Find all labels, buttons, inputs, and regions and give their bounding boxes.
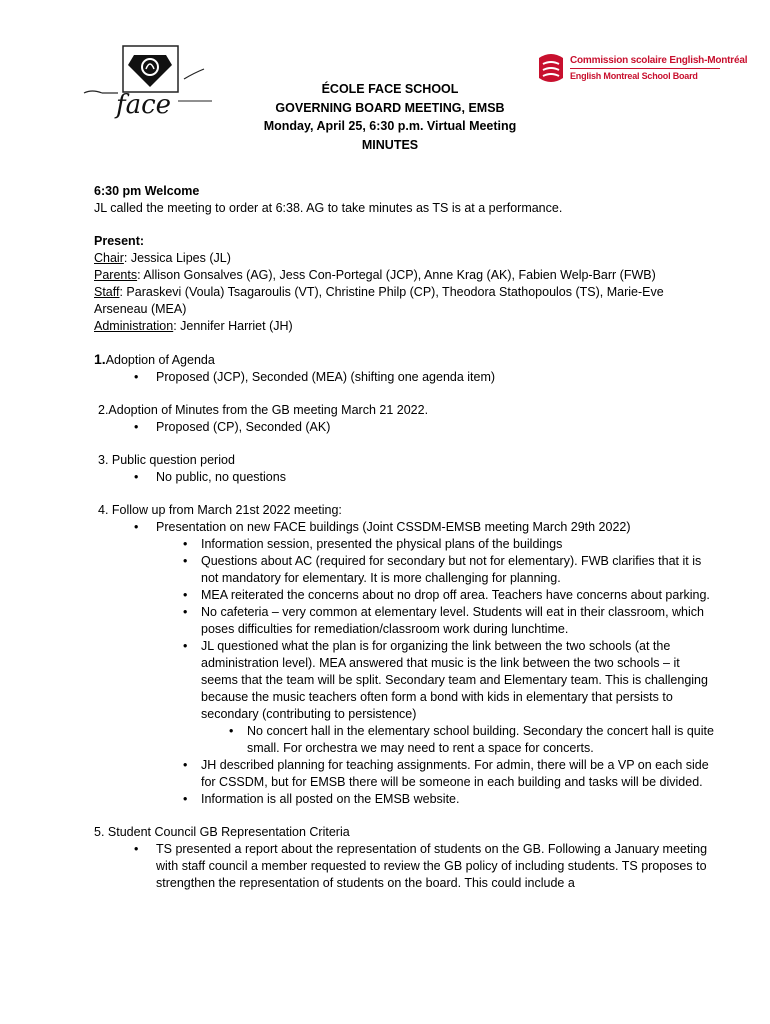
- item-1-bullet: • Proposed (JCP), Seconded (MEA) (shifting one agenda item): [156, 369, 714, 386]
- item-2-bullet: • Proposed (CP), Seconded (AK): [156, 419, 714, 436]
- item-4-sub-5-a: • No concert hall in the elementary school building. Secondary the concert hall is quite small. For orchestra we may need to rent a space for concerts.: [247, 723, 714, 757]
- face-wordmark: face: [116, 90, 172, 120]
- item-4-sub-1: • Information session, presented the physical plans of the buildings: [201, 536, 714, 553]
- staff-label: Staff: [94, 285, 120, 299]
- emsb-logo-divider: [570, 68, 720, 69]
- emsb-logo-english-name: English Montreal School Board: [570, 71, 698, 81]
- present-admin: [94, 318, 714, 335]
- welcome-heading: 6:30 pm Welcome: [94, 184, 200, 198]
- chair-label: Chair: [94, 251, 124, 265]
- parents-label: Parents: [94, 268, 138, 282]
- item-4-sub-4: • No cafeteria – very common at elementary level. Students will eat in their classroom, which poses difficulties for remediation/classroom work during lunchtime.: [201, 604, 714, 638]
- item-1-number: 1.: [94, 351, 106, 367]
- item-5-bullet: • TS presented a report about the representation of students on the GB. Following a January meeting with staff council a member requested to review the GB policy of including students. TS proposes to strengthen the representation of students on the board. This could include a: [156, 841, 714, 892]
- parents-value: : Allison Gonsalves (AG), Jess Con-Portegal (JCP), Anne Krag (AK), Fabien Welp-Barr (FWB): [137, 268, 656, 282]
- item-2-title: 2.Adoption of Minutes from the GB meeting March 21 2022.: [98, 403, 429, 417]
- item-1-label: Adoption of Agenda: [105, 353, 215, 367]
- present-chair: [94, 250, 714, 267]
- header-date: Monday, April 25, 6:30 p.m. Virtual Meeting: [263, 119, 517, 133]
- header-doc-type: MINUTES: [361, 137, 419, 152]
- present-staff: [94, 284, 714, 318]
- item-4-sub-7: • Information is all posted on the EMSB website.: [201, 791, 714, 808]
- item-4-bullet: • Presentation on new FACE buildings (Joint CSSDM-EMSB meeting March 29th 2022): [156, 519, 714, 536]
- item-4-title: 4. Follow up from March 21st 2022 meeting:: [98, 503, 342, 517]
- item-1-title: [94, 351, 714, 369]
- chair-value: : Jessica Lipes (JL): [123, 251, 231, 265]
- item-4-sub-2: • Questions about AC (required for secondary but not for elementary). FWB clarifies that it is not mandatory for elementary. It is more challenging for planning.: [201, 553, 714, 587]
- document-header: [0, 80, 770, 154]
- minutes-body: [94, 183, 714, 892]
- admin-label: Administration: [94, 319, 174, 333]
- present-parents: [94, 267, 714, 284]
- item-5-title: 5. Student Council GB Representation Criteria: [94, 825, 350, 839]
- item-4-sub-6: • JH described planning for teaching assignments. For admin, there will be a VP on each side for CSSDM, but for EMSB there will be someone in each building and tasks will be divided.: [201, 757, 714, 791]
- header-meeting-name: GOVERNING BOARD MEETING, EMSB: [275, 100, 505, 115]
- item-4-sub-5: • JL questioned what the plan is for organizing the link between the two schools (at the administration level). MEA answered that music is the link between the two schools – it seems that the team will be split. Secondary team and Elementary team. This is challenging because the music teachers often form a bond with kids in elementary that persists to secondary (contributing to persistence): [201, 638, 714, 723]
- header-school-name: ÉCOLE FACE SCHOOL: [321, 82, 459, 96]
- emsb-logo-french-name: Commission scolaire English-Montréal: [570, 55, 748, 66]
- item-4-sub-3: • MEA reiterated the concerns about no drop off area. Teachers have concerns about parking.: [201, 587, 714, 604]
- item-3-title: 3. Public question period: [98, 453, 235, 467]
- admin-value: : Jennifer Harriet (JH): [173, 319, 293, 333]
- present-heading: Present:: [94, 234, 145, 248]
- staff-value: : Paraskevi (Voula) Tsagaroulis (VT), Christine Philp (CP), Theodora Stathopoulos (TS), Marie-Eve Arseneau (MEA): [94, 285, 664, 316]
- item-3-bullet: • No public, no questions: [156, 469, 714, 486]
- welcome-text: JL called the meeting to order at 6:38. AG to take minutes as TS is at a performance.: [94, 201, 563, 215]
